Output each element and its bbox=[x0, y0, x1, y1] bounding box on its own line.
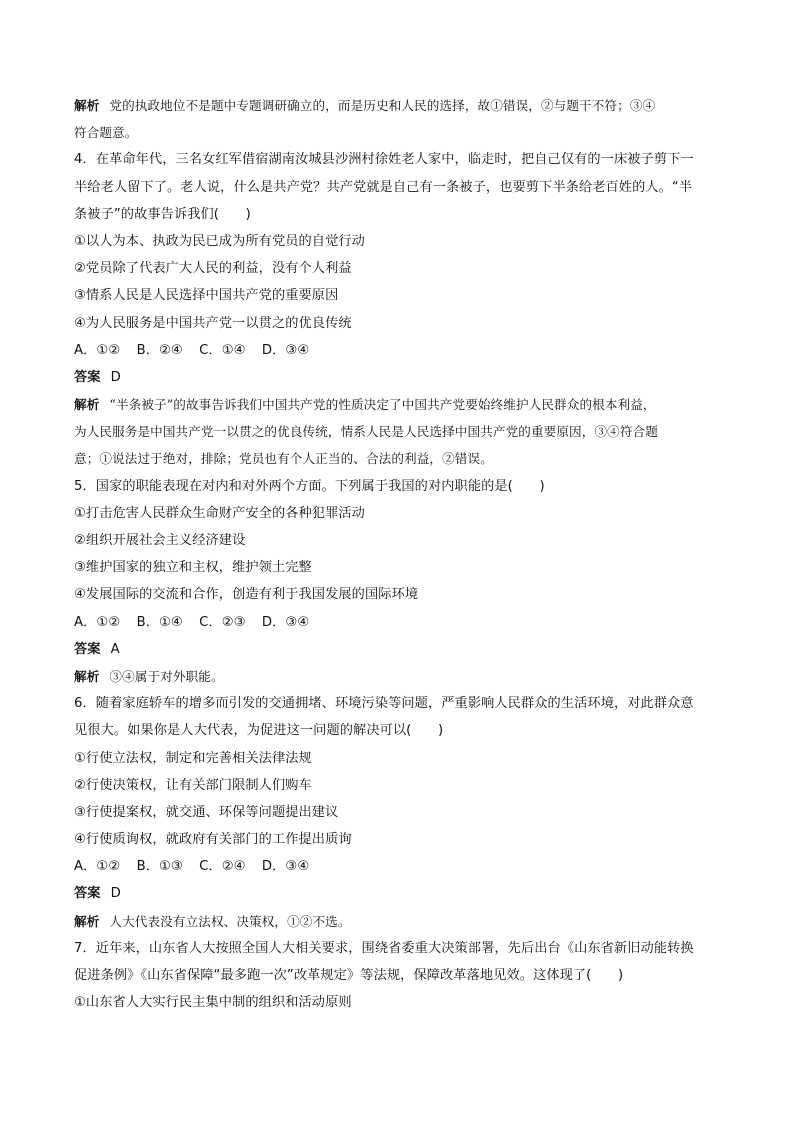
question-5-item: ①打击危害人民群众生命财产安全的各种犯罪活动 bbox=[74, 505, 365, 521]
option-b: B．②④ bbox=[136, 342, 183, 358]
answer-value: D bbox=[110, 886, 121, 902]
question-6-stem: 见很大。如果你是人大代表，为促进这一问题的解决可以( ) bbox=[74, 723, 444, 739]
question-6-item: ③行使提案权，就交通、环保等问题提出建议 bbox=[74, 804, 339, 820]
question-6-item: ①行使立法权，制定和完善相关法律法规 bbox=[74, 750, 312, 766]
explanation-label: 解析 bbox=[74, 668, 100, 684]
explanation-line: 解析 党的执政地位不是题中专题调研确立的，而是历史和人民的选择，故①错误，②与题干不符；③④ bbox=[74, 98, 656, 113]
explanation-line: 符合题意。 bbox=[74, 125, 138, 141]
option-a: A．①② bbox=[74, 614, 121, 630]
explanation-label: 解析 bbox=[74, 397, 100, 413]
question-4-explanation: 解析 “半条被子”的故事告诉我们中国共产党的性质决定了中国共产党要始终维护人民群众的根本利益， bbox=[74, 397, 656, 413]
answer-label: 答案 bbox=[74, 641, 101, 657]
question-4-answer bbox=[74, 364, 724, 391]
question-7-stem: 促进条例》《山东省保障“最多跑一次”改革规定》等法规，保障改革落地见效。这体现了( ) bbox=[74, 968, 624, 983]
question-7-item: ①山东省人大实行民主集中制的组织和活动原则 bbox=[74, 995, 352, 1011]
question-6-item: ②行使决策权，让有关部门限制人们购车 bbox=[74, 777, 312, 793]
option-c: C．①④ bbox=[199, 342, 246, 358]
question-4-explanation: 意；①说法过于绝对，排除；党员也有个人正当的、合法的利益，②错误。 bbox=[74, 451, 493, 467]
question-5-item: ②组织开展社会主义经济建设 bbox=[74, 533, 246, 548]
question-6-item: ④行使质询权，就政府有关部门的工作提出质询 bbox=[74, 832, 352, 848]
option-a: A．①② bbox=[74, 859, 121, 875]
question-6-explanation: 解析 人大代表没有立法权、决策权，①②不选。 bbox=[74, 913, 351, 929]
question-5-options bbox=[74, 609, 724, 636]
answer-label: 答案 bbox=[74, 886, 101, 902]
question-6-answer bbox=[74, 880, 724, 907]
question-4-item: ①以人为本、执政为民已成为所有党员的自觉行动 bbox=[74, 233, 365, 249]
question-4-options bbox=[74, 337, 724, 364]
question-5-answer bbox=[74, 636, 724, 663]
option-b: B．①④ bbox=[136, 614, 183, 630]
question-4-stem: 条被子”的故事告诉我们( ) bbox=[74, 206, 251, 222]
option-b: B．①③ bbox=[136, 859, 183, 875]
option-d: D．③④ bbox=[261, 859, 310, 875]
option-c: C．②④ bbox=[199, 859, 246, 875]
question-7-stem: 7．近年来，山东省人大按照全国人大相关要求，围绕省委重大决策部署，先后出台《山东省新旧动能转换 bbox=[74, 940, 694, 956]
question-5-explanation: 解析 ③④属于对外职能。 bbox=[74, 668, 224, 684]
option-a: A．①② bbox=[74, 342, 121, 358]
answer-label: 答案 bbox=[74, 369, 101, 385]
question-6-options bbox=[74, 853, 724, 880]
question-6-stem: 6．随着家庭轿车的增多而引发的交通拥堵、环境污染等问题，严重影响人民群众的生活环境，对此群众意 bbox=[74, 696, 694, 712]
question-5-item: ③维护国家的独立和主权，维护领土完整 bbox=[74, 560, 312, 576]
explanation-label: 解析 bbox=[74, 98, 100, 113]
question-4-explanation: 为人民服务是中国共产党一以贯之的优良传统，情系人民是人民选择中国共产党的重要原因，③④符合题 bbox=[74, 424, 658, 440]
explanation-label: 解析 bbox=[74, 913, 100, 929]
answer-value: A bbox=[110, 641, 120, 657]
question-4-stem: 半给老人留下了。老人说，什么是共产党？共产党就是自己有一条被子，也要剪下半条给老百姓的人。“半 bbox=[74, 179, 693, 195]
question-4-stem: 4．在革命年代，三名女红军借宿湖南汝城县沙洲村徐姓老人家中，临走时，把自己仅有的一床被子剪下一 bbox=[74, 152, 694, 168]
option-d: D．③④ bbox=[261, 614, 310, 630]
question-5-stem: 5．国家的职能表现在对内和对外两个方面。下列属于我国的对内职能的是( ) bbox=[74, 478, 545, 494]
document-page bbox=[74, 92, 724, 1016]
question-4-item: ②党员除了代表广大人民的利益，没有个人利益 bbox=[74, 261, 352, 277]
option-c: C．②③ bbox=[199, 614, 246, 630]
option-d: D．③④ bbox=[261, 342, 310, 358]
question-4-item: ④为人民服务是中国共产党一以贯之的优良传统 bbox=[74, 315, 352, 331]
question-4-item: ③情系人民是人民选择中国共产党的重要原因 bbox=[74, 288, 339, 304]
question-5-item: ④发展国际的交流和合作，创造有利于我国发展的国际环境 bbox=[74, 587, 419, 603]
answer-value: D bbox=[110, 369, 121, 385]
